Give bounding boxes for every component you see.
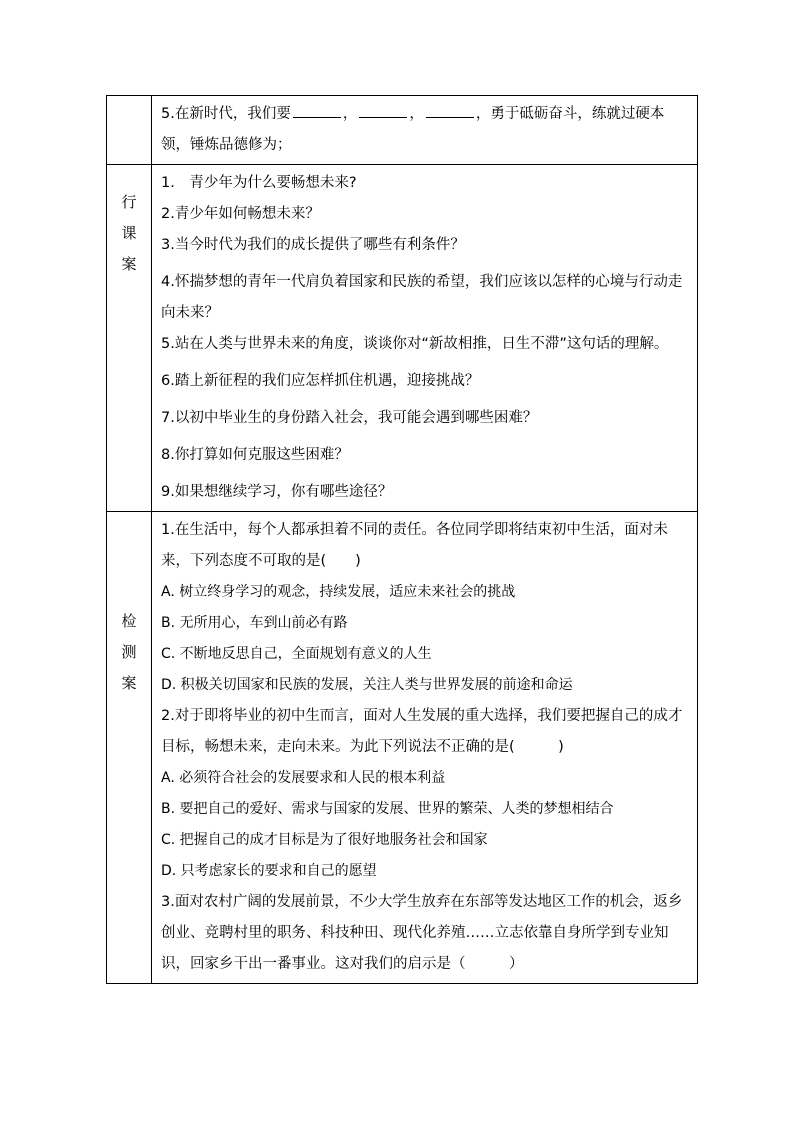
test-question-2-option-b: B. 要把自己的爱好、需求与国家的发展、世界的繁荣、人类的梦想相结合: [161, 801, 614, 817]
row-continuation-label: [107, 96, 152, 165]
class-question-3: 3.当今时代为我们的成长提供了哪些有利条件？: [161, 237, 465, 253]
class-question-7: 7.以初中毕业生的身份踏入社会，我可能会遇到哪些困难？: [161, 410, 538, 426]
class-question-8: 8.你打算如何克服这些困难？: [161, 447, 349, 463]
row-continuation: [107, 96, 698, 165]
blank-3: [426, 101, 474, 118]
blank-1: [293, 101, 341, 118]
class-question-1: 1. 青少年为什么要畅想未来?: [161, 175, 357, 191]
section-label-jiancean: 检 测 案: [107, 512, 152, 984]
test-question-1-option-d: D. 积极关切国家和民族的发展，关注人类与世界发展的前途和命运: [161, 677, 573, 693]
question-5-fill-blank: 5.在新时代，我们要 ， ， ，勇于砥砺奋斗，练就过硬本领，锤炼品德修为；: [161, 99, 691, 161]
class-question-5: 5.站在人类与世界未来的角度，谈谈你对“新故相推，日生不滞”这句话的理解。: [161, 336, 669, 352]
worksheet-table: [106, 95, 698, 984]
test-question-3-stem: 3.面对农村广阔的发展前景，不少大学生放弃在东部等发达地区工作的机会，返乡创业、竞聘村里的职务、科技种田、现代化养殖……立志依靠自身所学到专业知识，回家乡干出一番事业。这对我们的启示是（ ）: [161, 894, 683, 972]
test-question-2-option-c: C. 把握自己的成才目标是为了很好地服务社会和国家: [161, 832, 488, 848]
test-question-2-option-a: A. 必须符合社会的发展要求和人民的根本利益: [161, 770, 446, 786]
class-question-9: 9.如果想继续学习，你有哪些途径？: [161, 484, 393, 500]
section-content-jiancean: [152, 512, 698, 984]
row-jiancean: [107, 512, 698, 984]
section-content-xingkean: [152, 165, 698, 512]
test-question-2-option-d: D. 只考虑家长的要求和自己的愿望: [161, 863, 377, 879]
blank-2: [359, 101, 407, 118]
class-question-4: 4.怀揣梦想的青年一代肩负着国家和民族的希望，我们应该以怎样的心境与行动走向未来？: [161, 274, 683, 321]
section-label-xingkean: 行 课 案: [107, 165, 152, 512]
test-question-1-option-a: A. 树立终身学习的观念，持续发展，适应未来社会的挑战: [161, 584, 516, 600]
test-question-1-option-c: C. 不断地反思自己，全面规划有意义的人生: [161, 646, 432, 662]
class-question-6: 6.踏上新征程的我们应怎样抓住机遇，迎接挑战？: [161, 373, 480, 389]
row-continuation-content: [152, 96, 698, 165]
test-question-2-stem: 2.对于即将毕业的初中生而言，面对人生发展的重大选择，我们要把握自己的成才目标，畅想未来，走向未来。为此下列说法不正确的是( ): [161, 708, 683, 755]
test-question-1-option-b: B. 无所用心，车到山前必有路: [161, 615, 348, 631]
test-question-1-stem: 1.在生活中，每个人都承担着不同的责任。各位同学即将结束初中生活，面对未来，下列态度不可取的是( ): [161, 522, 668, 569]
class-question-2: 2.青少年如何畅想未来？: [161, 206, 320, 222]
row-xingkean: [107, 165, 698, 512]
